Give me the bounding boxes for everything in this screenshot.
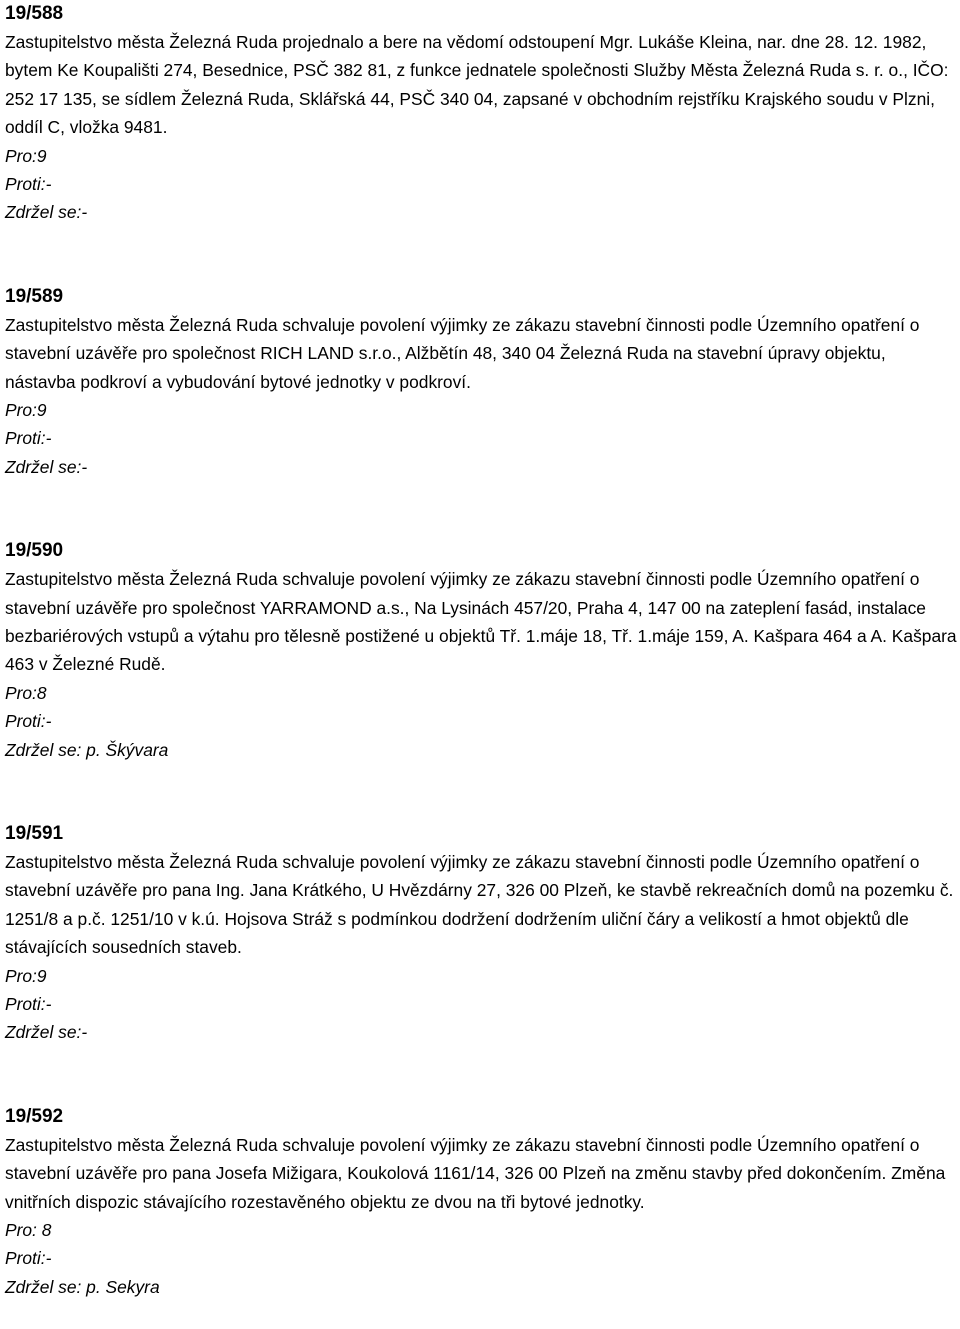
resolution-text: Zastupitelstvo města Železná Ruda projednalo a bere na vědomí odstoupení Mgr. Lukáše Kleina, nar. dne 28. 12. 1982, bytem Ke Koupališti 274, Besednice, PSČ 382 81, z funkce jednatele společnosti Služby Města Železná Ruda s. r. o., IČO: 252 17 135, se sídlem Železná Ruda, Sklářská 44, PSČ 340 04, zapsané v obchodním rejstříku Krajského soudu v Plzni, oddíl C, vložka 9481. <box>5 32 949 138</box>
resolution-number: 19/591 <box>5 822 64 844</box>
resolution-number: 19/592 <box>5 1105 64 1127</box>
vote-against: Proti:- <box>5 711 52 732</box>
resolution-19-590 <box>5 537 957 764</box>
resolution-number: 19/590 <box>5 540 64 562</box>
resolution-19-591 <box>5 820 957 1047</box>
resolution-text: Zastupitelstvo města Železná Ruda schvaluje povolení výjimky ze zákazu stavební činnosti podle Územního opatření o stavební uzávěře pro pana Josefa Mižigara, Koukolová 1161/14, 326 00 Plzeň na změnu stavby před dokončením. Změna vnitřních dispozic stávajícího rozestavěného objektu ze dvou na tři bytové jednotky. <box>5 1134 946 1212</box>
spacer <box>5 227 957 283</box>
vote-for: Pro: 8 <box>5 1220 52 1240</box>
vote-abstain: Zdržel se:- <box>5 202 88 223</box>
vote-against: Proti:- <box>5 994 52 1014</box>
vote-for: Pro:9 <box>5 145 47 166</box>
vote-for: Pro:9 <box>5 965 47 986</box>
resolution-number: 19/588 <box>5 3 64 24</box>
resolution-text: Zastupitelstvo města Železná Ruda schvaluje povolení výjimky ze zákazu stavební činnosti podle Územního opatření o stavební uzávěře pro společnost RICH LAND s.r.o., Alžbětín 48, 340 04 Železná Ruda na stavební úpravy objektu, nástavba podkroví a vybudování bytové jednotky v podkroví. <box>5 314 920 392</box>
resolution-text: Zastupitelstvo města Železná Ruda schvaluje povolení výjimky ze zákazu stavební činnosti podle Územního opatření o stavební uzávěře pro pana Ing. Jana Krátkého, U Hvězdárny 27, 326 00 Plzeň, ke stavbě rekreačních domů na pozemku č. 1251/8 a p.č. 1251/10 v k.ú. Hojsova Stráž s podmínkou dodržení dodržením uliční čáry a velikostí a hmot objektů dle stávajících sousedních staveb. <box>5 851 954 958</box>
vote-abstain: Zdržel se:- <box>5 456 88 477</box>
spacer <box>5 481 957 537</box>
resolution-number: 19/589 <box>5 285 64 307</box>
resolution-19-592 <box>5 1103 957 1301</box>
vote-abstain: Zdržel se: p. Sekyra <box>5 1276 160 1297</box>
vote-for: Pro:9 <box>5 400 47 421</box>
vote-for: Pro:8 <box>5 682 47 703</box>
vote-abstain: Zdržel se:- <box>5 1022 88 1043</box>
spacer <box>5 764 957 820</box>
vote-against: Proti:- <box>5 174 52 195</box>
spacer <box>5 1047 957 1103</box>
resolution-text: Zastupitelstvo města Železná Ruda schvaluje povolení výjimky ze zákazu stavební činnosti podle Územního opatření o stavební uzávěře pro společnost YARRAMOND a.s., Na Lysinách 457/20, Praha 4, 147 00 na zateplení fasád, instalace bezbariérových vstupů a výtahu pro tělesně postižené u objektů Tř. 1.máje 18, Tř. 1.máje 159, A. Kašpara 464 a A. Kašpara 463 v Železné Rudě. <box>5 569 957 675</box>
vote-abstain: Zdržel se: p. Škývara <box>5 739 169 760</box>
vote-against: Proti:- <box>5 428 52 449</box>
document-page <box>5 0 957 1301</box>
vote-against: Proti:- <box>5 1248 52 1269</box>
resolution-19-589 <box>5 283 957 481</box>
resolution-19-588 <box>5 0 957 227</box>
